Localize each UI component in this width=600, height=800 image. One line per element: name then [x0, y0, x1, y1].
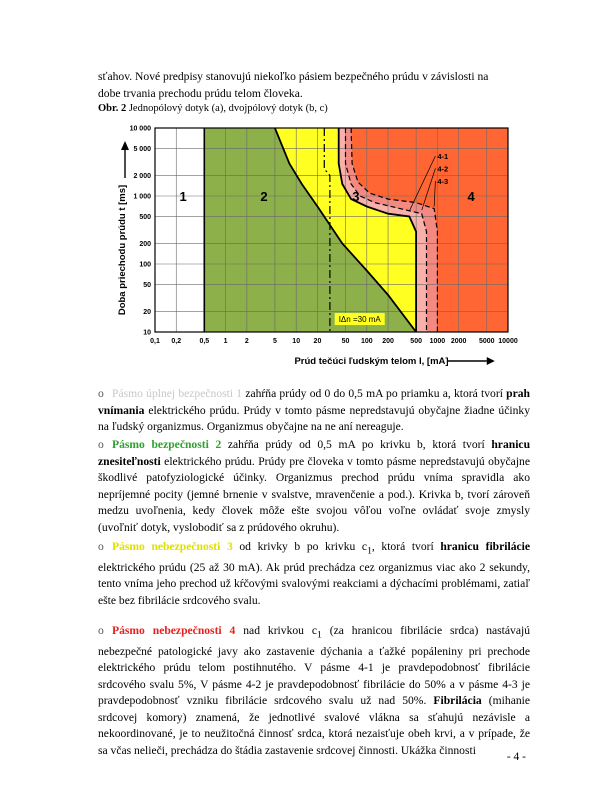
para2-strong: hranicu znesiteľnosti — [98, 438, 531, 468]
bullet-icon: o — [98, 540, 104, 553]
zone-1-label: Pásmo úplnej bezpečnosti 1 — [112, 387, 243, 400]
zone-number-label: 4 — [467, 189, 475, 204]
y-tick-label: 50 — [143, 281, 151, 289]
x-tick-label: 100 — [360, 338, 373, 345]
para4-text-2: (mihanie srdcovej komory) znamená, že jednotlivé svalové vlákna sa sťahujú nezávisle a nekoordinované, je to neužitočná činnosť srdca, ktorá nezaisťuje obeh krvi, a v prípade, že sa včas nelieči, prechádza do štádia zastavenie srdcovej činnosti. Ukážka činnosti — [98, 694, 531, 757]
x-tick-label: 5 — [272, 338, 277, 345]
x-tick-label: 200 — [382, 338, 394, 345]
zone-2-label: Pásmo bezpečnosti 2 — [112, 438, 222, 451]
curve-label: 4-3 — [437, 177, 449, 187]
bullet-icon: o — [98, 624, 104, 637]
figure-caption — [98, 103, 328, 114]
x-tick-label: 0,2 — [171, 338, 182, 345]
para2-text: zahŕňa prúdy od 0,5 mA po krivku b, ktorá tvorí — [221, 438, 492, 451]
y-tick-label: 20 — [143, 309, 151, 317]
para3-text: od krivky b po krivku c — [232, 540, 368, 553]
y-tick-label: 10 000 — [129, 125, 151, 133]
x-tick-label: 1000 — [429, 338, 446, 345]
x-tick-label: 0,1 — [150, 338, 160, 345]
chart-svg — [98, 120, 530, 378]
y-tick-label: 5 000 — [133, 145, 151, 153]
paragraph-zone-1 — [98, 386, 530, 436]
x-tick-label: 20 — [313, 338, 322, 345]
para3-sub: 1 — [367, 545, 372, 557]
paragraph-zone-4 — [98, 623, 530, 759]
y-tick-label: 1 000 — [133, 193, 151, 201]
intro-line-2: dobe trvania prechodu prúdu telom človeka. — [98, 86, 303, 100]
shock-zone-chart — [98, 120, 530, 378]
para4-strong: Fibrilácia — [433, 694, 482, 708]
y-axis-label: Doba priechodu prúdu t [ms] — [117, 184, 128, 316]
paragraph-zone-2 — [98, 437, 530, 536]
zone-number-label: 3 — [352, 189, 360, 204]
para4-text-1b: (za hranicou fibrilácie srdca) nastávajú nebezpečné patologické javy ako zastavenie dýchania a ťažké popáleniny pri prechode elektrického prúdu telom postihnutého. V pásme 4-1 je pravdepodobnosť fibrilácie srdcového svalu 5%, V pásme 4-2 je pravdepodobnosť fibrilácie do 50% a v pásme 4-3 je pravdepodobnosť vzniku fibrilácie srdcového svalu už nad 50%. — [98, 624, 530, 708]
para4-sub: 1 — [317, 629, 322, 641]
zone-3-label: Pásmo nebezpečnosti 3 — [112, 540, 233, 553]
para4-text: nad krivkou c — [235, 624, 318, 637]
x-tick-label: 1 — [223, 338, 228, 345]
x-tick-label: 50 — [341, 338, 350, 345]
y-tick-label: 100 — [139, 261, 151, 269]
figure-caption-text: Jednopólový dotyk (a), dvojpólový dotyk (b, c) — [126, 103, 328, 114]
bullet-icon: o — [98, 387, 104, 400]
para3-text-2: elektrického prúdu (25 až 30 mA). Ak prúd prechádza cez organizmus viac ako 2 sekundy, tento vníma jeho prechod už kŕčovými svalovými reakciami a dýchacími problémami, zatiaľ ešte bez fibrilácie srdcového svalu. — [98, 560, 530, 607]
x-tick-label: 5000 — [478, 338, 495, 345]
para3-text-1b: , ktorá tvorí — [371, 540, 441, 553]
zone-1-area — [155, 128, 204, 332]
para2-text-2: elektrického prúdu. Prúdy pre človeka v tomto pásme nepredstavujú obyčajne škodlivé patofyziologické účinky. Organizmus prechod prúdu vníma spravidla ako nepríjemné pocity (jemné brnenie v svalstve, mravenčenie a pod.). Krivka b, tvorí zároveň medzu uvoľnenia, kedy človek môže ešte svojou vôľou voľne ovládať svoje zmysly (uvoľniť dotyk, vyslobodiť sa z prúdového okruhu). — [98, 454, 530, 534]
y-tick-label: 2 000 — [133, 173, 151, 181]
zone-4-label: Pásmo nebezpečnosti 4 — [112, 624, 236, 637]
x-tick-label: 2000 — [450, 338, 467, 345]
curve-label: 4-2 — [437, 164, 449, 174]
x-tick-label: 0,5 — [199, 338, 210, 345]
annotation-label: IΔn =30 mA — [338, 315, 381, 325]
para3-strong: hranicu fibrilácie — [440, 540, 531, 553]
para1-strong: prah vnímania — [98, 387, 530, 417]
bullet-icon: o — [98, 438, 104, 451]
para1-text: zahŕňa prúdy od 0 do 0,5 mA po priamku a, ktorá tvorí — [242, 387, 507, 400]
x-tick-label: 10 — [292, 338, 301, 345]
zone-number-label: 2 — [260, 189, 268, 204]
intro-paragraph — [98, 69, 530, 102]
curve-label: 4-1 — [437, 152, 449, 162]
page-number: - 4 - — [506, 751, 526, 763]
x-axis-label: Prúd tečúci ľudským telom I, [mA] — [294, 356, 449, 367]
figure-label: Obr. 2 — [98, 103, 127, 114]
y-tick-label: 200 — [139, 241, 151, 249]
x-tick-label: 500 — [410, 338, 422, 345]
x-tick-label: 2 — [244, 338, 249, 345]
para1-text-2: elektrického prúdu. Prúdy v tomto pásme nepredstavujú obyčajne žiadne účinky na ľudský organizmus. Organizmus obyčajne na ne aní nereaguje. — [98, 403, 530, 433]
intro-line-1: sťahov. Nové predpisy stanovujú niekoľko pásiem bezpečného prúdu v závislosti na — [98, 70, 489, 83]
x-tick-label: 10000 — [498, 338, 518, 345]
y-tick-label: 10 — [143, 329, 151, 337]
y-tick-label: 500 — [139, 213, 151, 221]
paragraph-zone-3 — [98, 539, 530, 609]
zone-number-label: 1 — [179, 189, 187, 204]
